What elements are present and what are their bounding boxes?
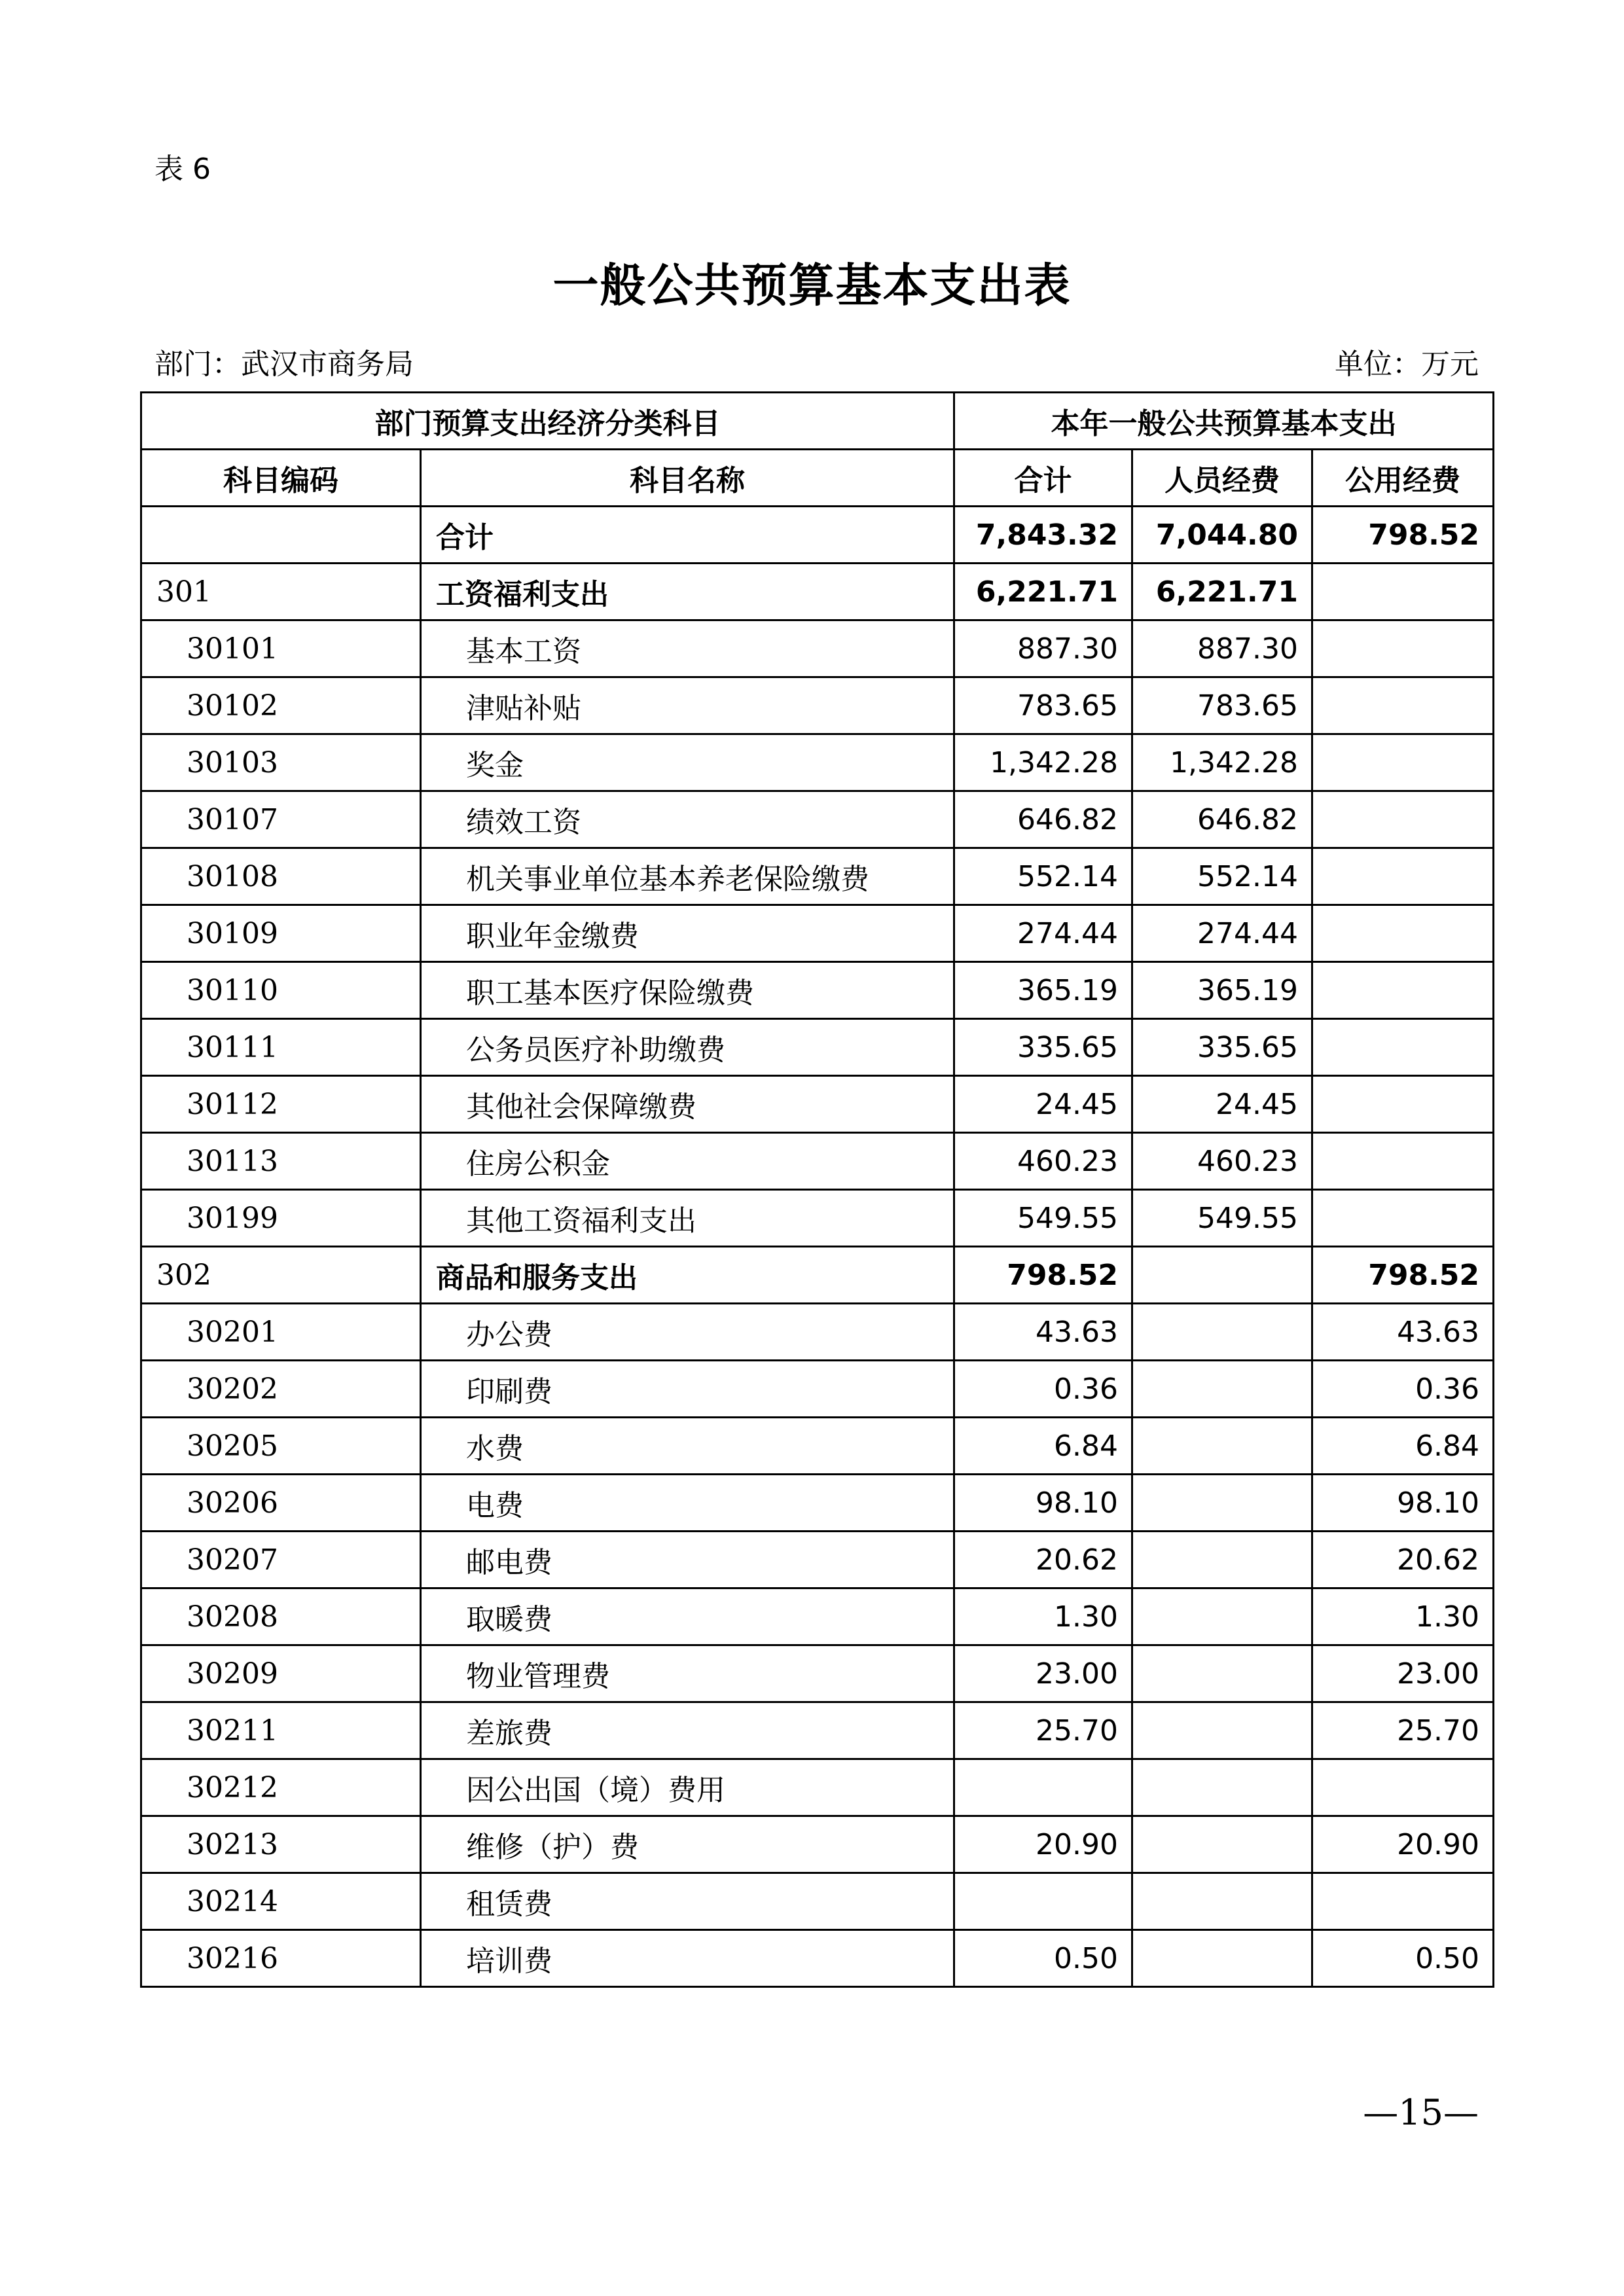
table-row	[141, 677, 1494, 734]
cell-total: 20.62	[954, 1532, 1132, 1588]
cell-name: 合计	[421, 507, 954, 564]
cell-personnel	[1132, 1759, 1312, 1816]
cell-personnel	[1132, 1304, 1312, 1361]
cell-name: 商品和服务支出	[421, 1247, 954, 1304]
cell-personnel: 7,044.80	[1132, 507, 1312, 564]
cell-code: 30101	[141, 620, 421, 677]
cell-name: 工资福利支出	[421, 564, 954, 620]
cell-code: 30108	[141, 848, 421, 905]
cell-total: 6.84	[954, 1418, 1132, 1475]
table-row	[141, 1019, 1494, 1076]
table-row	[141, 1190, 1494, 1247]
cell-code: 30199	[141, 1190, 421, 1247]
cell-personnel: 365.19	[1132, 962, 1312, 1019]
cell-public	[1312, 1133, 1494, 1190]
table-row	[141, 1418, 1494, 1475]
table-row	[141, 848, 1494, 905]
cell-personnel	[1132, 1930, 1312, 1987]
cell-name: 其他工资福利支出	[421, 1190, 954, 1247]
cell-personnel: 24.45	[1132, 1076, 1312, 1133]
cell-total	[954, 1759, 1132, 1816]
cell-code: 30212	[141, 1759, 421, 1816]
cell-code: 30112	[141, 1076, 421, 1133]
table-row	[141, 962, 1494, 1019]
table-row	[141, 620, 1494, 677]
cell-total: 6,221.71	[954, 564, 1132, 620]
table-row	[141, 1930, 1494, 1987]
cell-code: 30103	[141, 734, 421, 791]
header-basic-expenditure: 本年一般公共预算基本支出	[954, 393, 1494, 450]
cell-personnel	[1132, 1588, 1312, 1645]
cell-personnel: 1,342.28	[1132, 734, 1312, 791]
cell-code: 30109	[141, 905, 421, 962]
table-row	[141, 905, 1494, 962]
cell-total: 7,843.32	[954, 507, 1132, 564]
cell-public	[1312, 791, 1494, 848]
cell-name: 维修（护）费	[421, 1816, 954, 1873]
cell-total: 24.45	[954, 1076, 1132, 1133]
cell-public	[1312, 1759, 1494, 1816]
cell-personnel	[1132, 1873, 1312, 1930]
cell-public: 43.63	[1312, 1304, 1494, 1361]
cell-total: 23.00	[954, 1645, 1132, 1702]
total-row	[141, 507, 1494, 564]
table-row	[141, 1361, 1494, 1418]
cell-public	[1312, 677, 1494, 734]
cell-total: 1,342.28	[954, 734, 1132, 791]
cell-code: 30111	[141, 1019, 421, 1076]
cell-code: 30110	[141, 962, 421, 1019]
cell-name: 差旅费	[421, 1702, 954, 1759]
cell-code	[141, 507, 421, 564]
cell-code: 30107	[141, 791, 421, 848]
cell-public: 20.62	[1312, 1532, 1494, 1588]
cell-code: 30209	[141, 1645, 421, 1702]
cell-name: 培训费	[421, 1930, 954, 1987]
cell-personnel	[1132, 1247, 1312, 1304]
cell-name: 住房公积金	[421, 1133, 954, 1190]
cell-name: 机关事业单位基本养老保险缴费	[421, 848, 954, 905]
cell-public	[1312, 962, 1494, 1019]
header-name: 科目名称	[421, 450, 954, 507]
table-row	[141, 1304, 1494, 1361]
table-row	[141, 1873, 1494, 1930]
table-row	[141, 1816, 1494, 1873]
cell-name: 物业管理费	[421, 1645, 954, 1702]
cell-personnel: 6,221.71	[1132, 564, 1312, 620]
cell-name: 水费	[421, 1418, 954, 1475]
cell-total: 887.30	[954, 620, 1132, 677]
cell-public: 6.84	[1312, 1418, 1494, 1475]
cell-code: 30102	[141, 677, 421, 734]
cell-name: 取暖费	[421, 1588, 954, 1645]
cell-name: 基本工资	[421, 620, 954, 677]
cell-total: 25.70	[954, 1702, 1132, 1759]
cell-name: 印刷费	[421, 1361, 954, 1418]
table-row	[141, 1475, 1494, 1532]
cell-public: 798.52	[1312, 1247, 1494, 1304]
cell-name: 绩效工资	[421, 791, 954, 848]
cell-code: 30216	[141, 1930, 421, 1987]
cell-name: 职工基本医疗保险缴费	[421, 962, 954, 1019]
table-row	[141, 1759, 1494, 1816]
header-public: 公用经费	[1312, 450, 1494, 507]
cell-name: 奖金	[421, 734, 954, 791]
cell-personnel	[1132, 1475, 1312, 1532]
cell-name: 津贴补贴	[421, 677, 954, 734]
table-row	[141, 1076, 1494, 1133]
header-total: 合计	[954, 450, 1132, 507]
header-personnel: 人员经费	[1132, 450, 1312, 507]
cell-public	[1312, 734, 1494, 791]
table-label: 表 6	[154, 152, 211, 186]
cell-code: 301	[141, 564, 421, 620]
cell-total: 783.65	[954, 677, 1132, 734]
cell-name: 职业年金缴费	[421, 905, 954, 962]
page-title: 一般公共预算基本支出表	[552, 258, 1072, 312]
cell-total: 0.36	[954, 1361, 1132, 1418]
cell-name: 办公费	[421, 1304, 954, 1361]
cell-personnel: 646.82	[1132, 791, 1312, 848]
table-row	[141, 1532, 1494, 1588]
cell-public	[1312, 848, 1494, 905]
cell-total: 646.82	[954, 791, 1132, 848]
table-row	[141, 734, 1494, 791]
cell-total: 1.30	[954, 1588, 1132, 1645]
cell-public: 1.30	[1312, 1588, 1494, 1645]
page-number: —15—	[1363, 2092, 1479, 2133]
header-row-group	[141, 393, 1494, 450]
cell-total: 335.65	[954, 1019, 1132, 1076]
cell-personnel: 552.14	[1132, 848, 1312, 905]
table-row	[141, 1702, 1494, 1759]
cell-name: 电费	[421, 1475, 954, 1532]
cell-public	[1312, 1873, 1494, 1930]
cell-code: 30214	[141, 1873, 421, 1930]
cell-public: 20.90	[1312, 1816, 1494, 1873]
cell-code: 302	[141, 1247, 421, 1304]
cell-public	[1312, 1190, 1494, 1247]
table-row	[141, 1588, 1494, 1645]
cell-code: 30213	[141, 1816, 421, 1873]
cell-public: 23.00	[1312, 1645, 1494, 1702]
cell-name: 公务员医疗补助缴费	[421, 1019, 954, 1076]
cell-personnel: 887.30	[1132, 620, 1312, 677]
cell-total: 43.63	[954, 1304, 1132, 1361]
cell-total	[954, 1873, 1132, 1930]
cell-code: 30211	[141, 1702, 421, 1759]
table-row	[141, 1247, 1494, 1304]
cell-total: 20.90	[954, 1816, 1132, 1873]
department-label: 部门：武汉市商务局	[154, 348, 414, 381]
cell-public: 25.70	[1312, 1702, 1494, 1759]
cell-public	[1312, 1076, 1494, 1133]
cell-name: 租赁费	[421, 1873, 954, 1930]
cell-code: 30201	[141, 1304, 421, 1361]
header-row-columns	[141, 450, 1494, 507]
unit-label: 单位：万元	[1335, 348, 1479, 381]
cell-personnel	[1132, 1816, 1312, 1873]
cell-personnel	[1132, 1361, 1312, 1418]
cell-total: 552.14	[954, 848, 1132, 905]
cell-name: 因公出国（境）费用	[421, 1759, 954, 1816]
cell-name: 邮电费	[421, 1532, 954, 1588]
cell-personnel: 460.23	[1132, 1133, 1312, 1190]
cell-public	[1312, 1019, 1494, 1076]
cell-public: 798.52	[1312, 507, 1494, 564]
table-row	[141, 1133, 1494, 1190]
cell-public: 0.50	[1312, 1930, 1494, 1987]
cell-total: 0.50	[954, 1930, 1132, 1987]
cell-personnel: 335.65	[1132, 1019, 1312, 1076]
cell-public: 98.10	[1312, 1475, 1494, 1532]
cell-name: 其他社会保障缴费	[421, 1076, 954, 1133]
table-row	[141, 1645, 1494, 1702]
cell-public: 0.36	[1312, 1361, 1494, 1418]
cell-total: 274.44	[954, 905, 1132, 962]
cell-code: 30205	[141, 1418, 421, 1475]
cell-public	[1312, 564, 1494, 620]
cell-personnel: 274.44	[1132, 905, 1312, 962]
cell-code: 30207	[141, 1532, 421, 1588]
header-economic-classification: 部门预算支出经济分类科目	[141, 393, 954, 450]
cell-total: 98.10	[954, 1475, 1132, 1532]
cell-personnel	[1132, 1532, 1312, 1588]
cell-personnel	[1132, 1645, 1312, 1702]
cell-code: 30202	[141, 1361, 421, 1418]
cell-total: 798.52	[954, 1247, 1132, 1304]
cell-code: 30208	[141, 1588, 421, 1645]
cell-public	[1312, 905, 1494, 962]
cell-code: 30206	[141, 1475, 421, 1532]
budget-table	[140, 391, 1494, 1988]
cell-personnel: 783.65	[1132, 677, 1312, 734]
header-code: 科目编码	[141, 450, 421, 507]
cell-personnel: 549.55	[1132, 1190, 1312, 1247]
cell-total: 460.23	[954, 1133, 1132, 1190]
cell-total: 365.19	[954, 962, 1132, 1019]
cell-public	[1312, 620, 1494, 677]
cell-personnel	[1132, 1702, 1312, 1759]
cell-total: 549.55	[954, 1190, 1132, 1247]
table-row	[141, 564, 1494, 620]
table-row	[141, 791, 1494, 848]
cell-personnel	[1132, 1418, 1312, 1475]
cell-code: 30113	[141, 1133, 421, 1190]
